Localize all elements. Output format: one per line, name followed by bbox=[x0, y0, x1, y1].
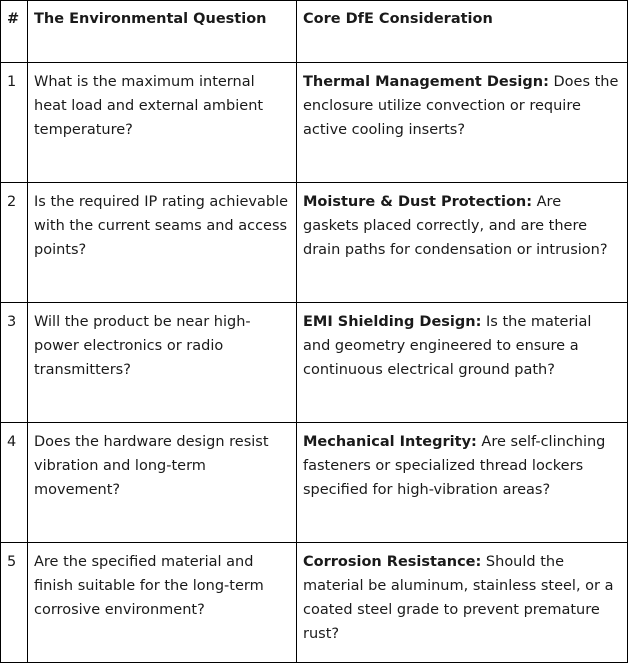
consideration-text: Should the material be aluminum, stainless steel, or a coated steel grade to prevent premature rust? bbox=[303, 554, 614, 642]
row-question: What is the maximum internal heat load and external ambient temperature? bbox=[28, 63, 297, 183]
row-consideration bbox=[297, 183, 628, 303]
consideration-title: Mechanical Integrity: bbox=[303, 434, 477, 450]
header-consideration: Core DfE Consideration bbox=[297, 1, 628, 63]
consideration-title: Moisture & Dust Protection: bbox=[303, 194, 533, 210]
consideration-text: Does the enclosure utilize convection or require active cooling inserts? bbox=[303, 74, 619, 138]
table-row bbox=[1, 423, 628, 543]
row-number: 1 bbox=[1, 63, 28, 183]
row-consideration bbox=[297, 303, 628, 423]
row-number: 3 bbox=[1, 303, 28, 423]
row-question: Does the hardware design resist vibration and long-term movement? bbox=[28, 423, 297, 543]
row-question: Will the product be near high-power electronics or radio transmitters? bbox=[28, 303, 297, 423]
row-number: 5 bbox=[1, 543, 28, 663]
consideration-title: Corrosion Resistance: bbox=[303, 554, 482, 570]
table-row bbox=[1, 543, 628, 663]
table-header-row bbox=[1, 1, 628, 63]
consideration-title: EMI Shielding Design: bbox=[303, 314, 482, 330]
consideration-title: Thermal Management Design: bbox=[303, 74, 549, 90]
consideration-text: Is the material and geometry engineered to ensure a continuous electrical ground path? bbox=[303, 314, 592, 378]
row-consideration bbox=[297, 423, 628, 543]
row-number: 4 bbox=[1, 423, 28, 543]
table-row bbox=[1, 303, 628, 423]
row-question: Are the specified material and finish suitable for the long-term corrosive environment? bbox=[28, 543, 297, 663]
header-number: # bbox=[1, 1, 28, 63]
row-consideration bbox=[297, 63, 628, 183]
row-number: 2 bbox=[1, 183, 28, 303]
consideration-text: Are gaskets placed correctly, and are there drain paths for condensation or intrusion? bbox=[303, 194, 608, 258]
header-question: The Environmental Question bbox=[28, 1, 297, 63]
row-consideration bbox=[297, 543, 628, 663]
row-question: Is the required IP rating achievable with the current seams and access points? bbox=[28, 183, 297, 303]
table-row bbox=[1, 63, 628, 183]
consideration-text: Are self-clinching fasteners or specialized thread lockers specified for high-vibration areas? bbox=[303, 434, 606, 498]
table-row bbox=[1, 183, 628, 303]
